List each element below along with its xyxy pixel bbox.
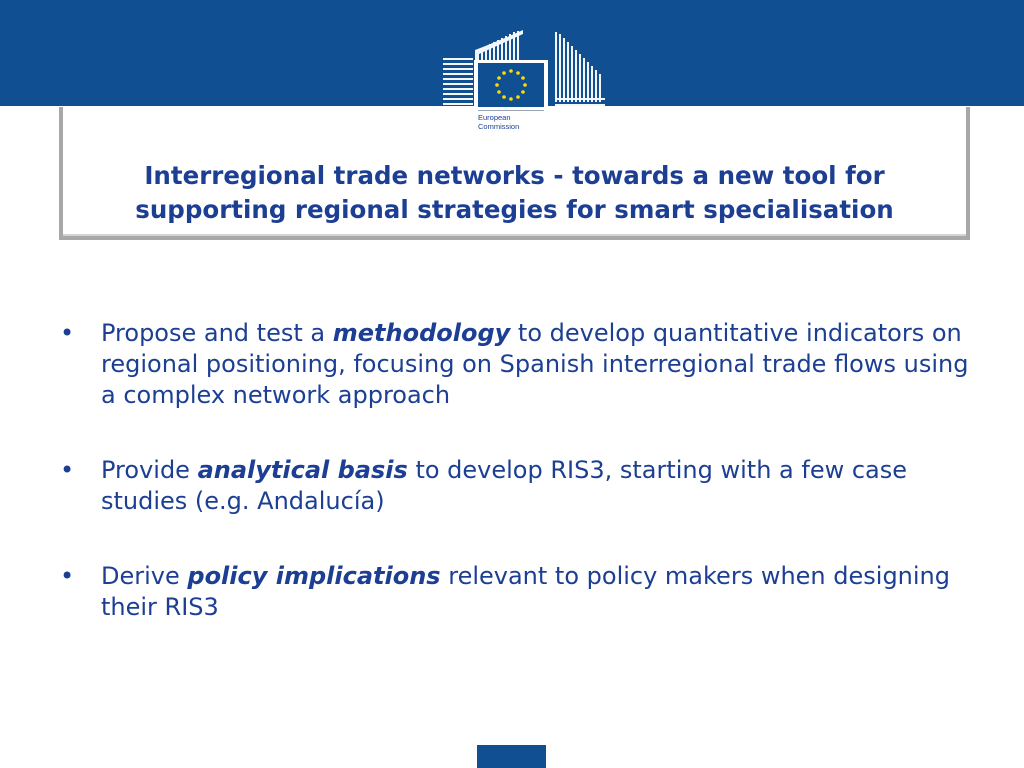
- bullet-text-post: relevant to policy makers when designing their RIS3: [101, 562, 950, 621]
- bullet-emphasis: methodology: [332, 319, 511, 347]
- logo-text-line-2: Commission: [478, 122, 520, 131]
- bullet-item-policy-implications: [60, 561, 990, 623]
- bullet-text-pre: Provide: [101, 456, 198, 484]
- building-right-icon: [555, 32, 605, 106]
- bullet-emphasis: policy implications: [187, 562, 441, 590]
- logo-text-line-1: European: [478, 113, 511, 122]
- bullet-emphasis: analytical basis: [197, 456, 408, 484]
- title-line-1: Interregional trade networks - towards a new tool for: [144, 161, 885, 190]
- bullet-text-post: to develop RIS3, starting with a few case studies (e.g. Andalucía): [101, 456, 908, 515]
- bullet-marker: •: [60, 319, 75, 347]
- bullet-text-post: to develop quantitative indicators on regional positioning, focusing on Spanish interregional trade flows using a complex network approach: [101, 319, 969, 409]
- bullet-marker: •: [60, 562, 75, 590]
- bullet-text-pre: Derive: [101, 562, 188, 590]
- european-commission-logo: [441, 30, 606, 142]
- bullet-item-methodology: [60, 318, 990, 411]
- bullet-marker: •: [60, 456, 75, 484]
- footer-flag: [477, 745, 546, 768]
- title-line-2: supporting regional strategies for smart specialisation: [135, 195, 894, 224]
- bullet-text-pre: Propose and test a: [101, 319, 333, 347]
- bullet-list: [60, 318, 990, 667]
- bullet-item-analytical-basis: [60, 455, 990, 517]
- slide-title: [63, 159, 966, 227]
